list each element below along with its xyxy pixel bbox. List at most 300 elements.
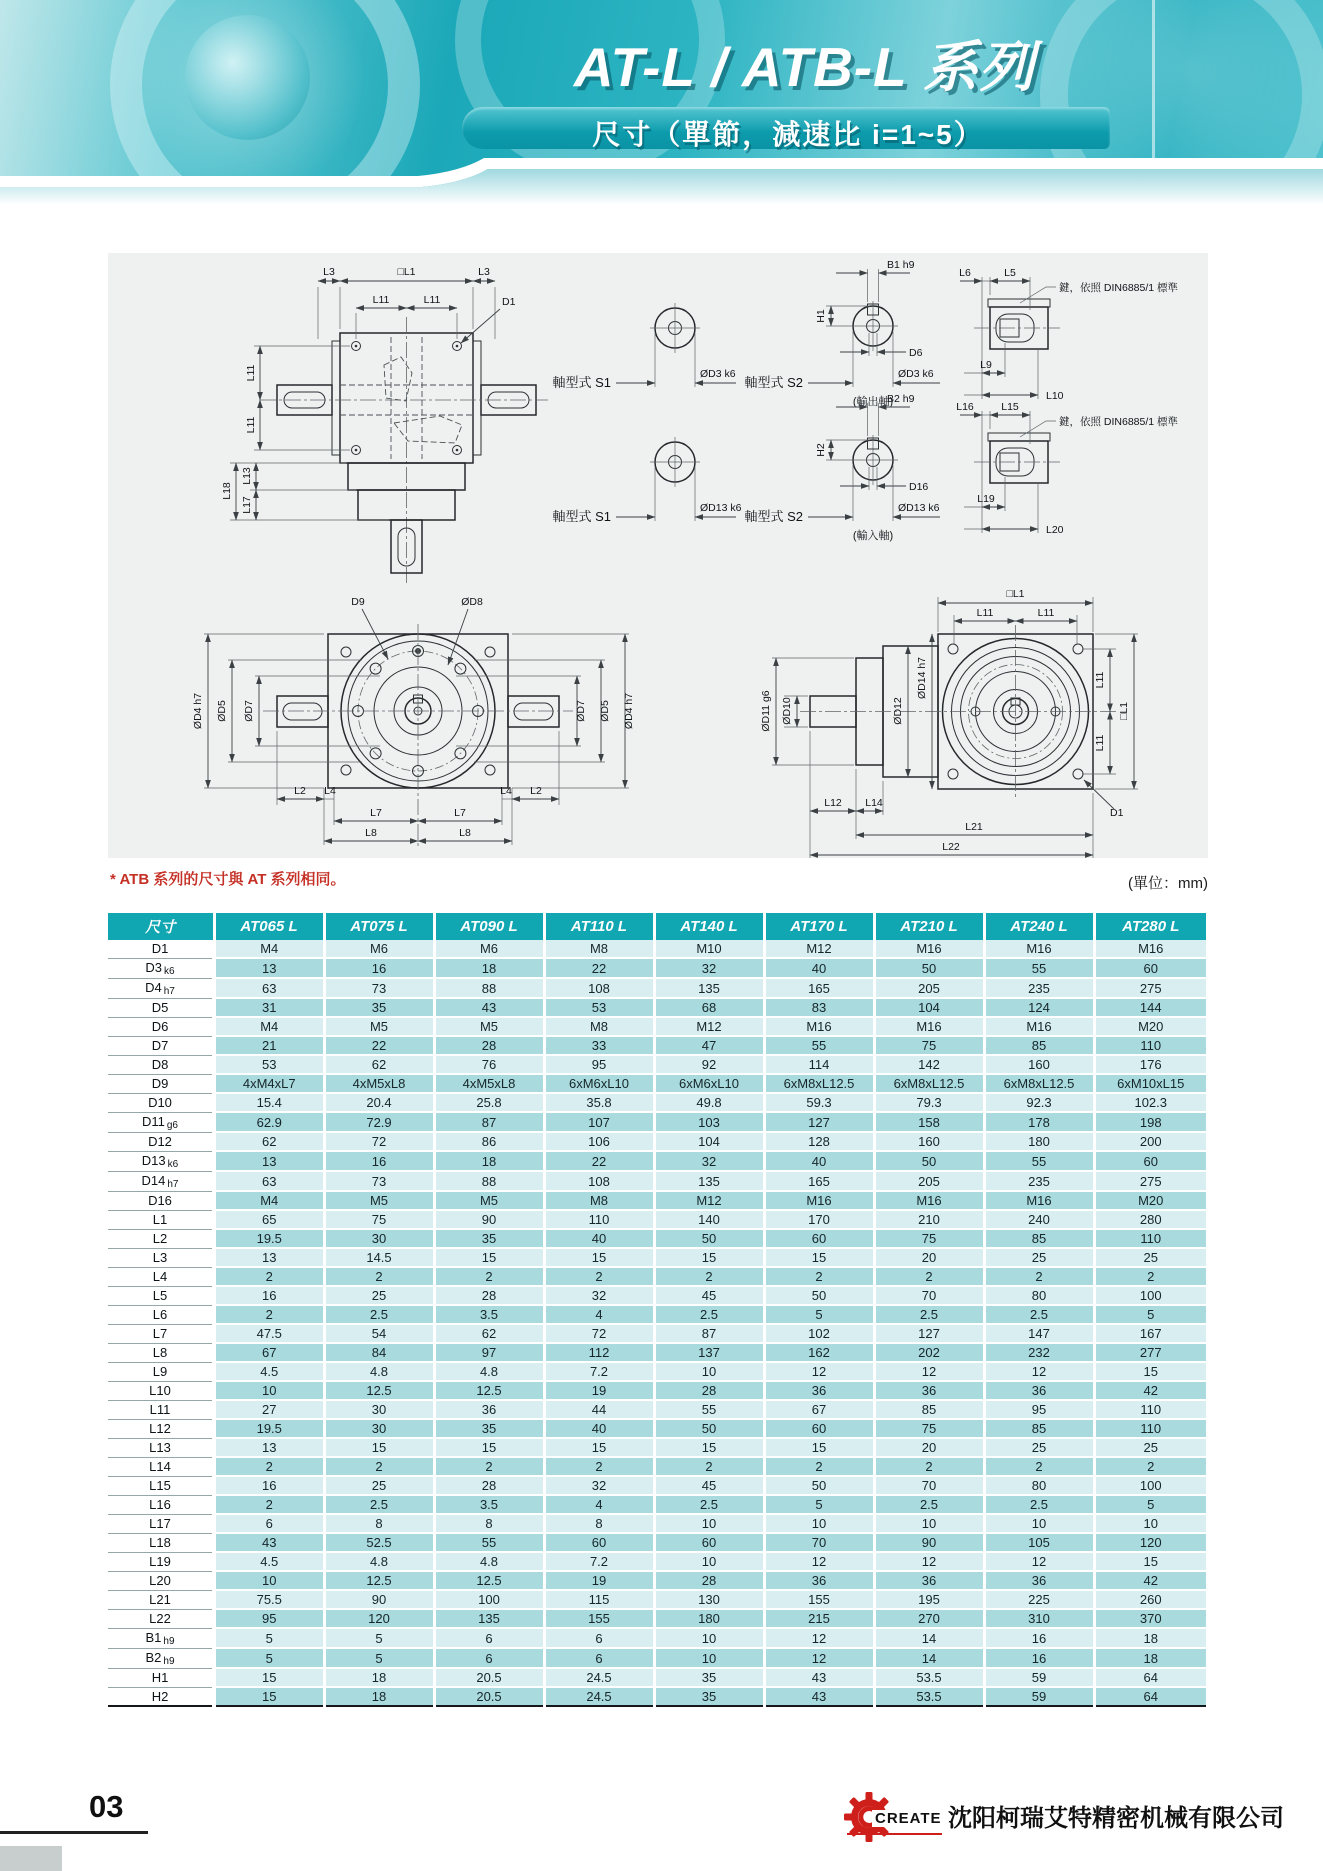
- dimension-value: M6: [324, 940, 434, 958]
- dimension-value: 6xM8xL12.5: [764, 1074, 874, 1093]
- table-row: [108, 1074, 1206, 1093]
- dim-label: L11: [245, 416, 257, 434]
- dim-label: ØD4 h7: [192, 692, 204, 730]
- dimension-value: 30: [324, 1419, 434, 1438]
- dimension-value: 215: [764, 1609, 874, 1628]
- dimension-value: 110: [1094, 1036, 1206, 1055]
- dimension-value: 114: [764, 1055, 874, 1074]
- dimension-value: M16: [984, 1017, 1094, 1036]
- dimension-value: M12: [654, 1191, 764, 1210]
- dimension-value: 162: [764, 1343, 874, 1362]
- dimension-value: 75: [874, 1036, 984, 1055]
- dimension-value: 12: [764, 1628, 874, 1648]
- dimension-value: 260: [1094, 1590, 1206, 1609]
- dimension-value: 21: [214, 1036, 324, 1055]
- dimension-value: 4.8: [434, 1362, 544, 1381]
- dim-label: D1: [1110, 807, 1124, 819]
- table-row: [108, 940, 1206, 958]
- shaft-type-label: 軸型式 S2: [744, 509, 803, 524]
- dimension-value: 195: [874, 1590, 984, 1609]
- logo-create-text: CREATE: [872, 1810, 945, 1827]
- dimension-value: 43: [214, 1533, 324, 1552]
- dimension-value: 85: [984, 1419, 1094, 1438]
- dimension-value: 30: [324, 1229, 434, 1248]
- dimension-value: 275: [1094, 1171, 1206, 1191]
- dimension-value: 10: [654, 1552, 764, 1571]
- dimension-value: 72: [324, 1132, 434, 1151]
- dimension-value: 2: [434, 1267, 544, 1286]
- dimension-value: 106: [544, 1132, 654, 1151]
- table-row: [108, 1609, 1206, 1628]
- dimension-value: M8: [544, 1017, 654, 1036]
- dimension-value: 7.2: [544, 1552, 654, 1571]
- dim-label: L11: [1037, 607, 1055, 619]
- dimension-value: 15: [544, 1438, 654, 1457]
- dimension-value: 50: [654, 1229, 764, 1248]
- dimension-value: 25: [1094, 1438, 1206, 1457]
- dimension-value: 15: [654, 1438, 764, 1457]
- dimension-value: 12: [764, 1648, 874, 1668]
- dim-label: L2: [530, 785, 542, 797]
- dimension-value: 64: [1094, 1687, 1206, 1706]
- dim-label: L11: [1094, 734, 1106, 752]
- dim-label: L11: [372, 294, 390, 306]
- dimension-value: 103: [654, 1112, 764, 1132]
- dimension-value: 127: [874, 1324, 984, 1343]
- dimension-value: 90: [324, 1590, 434, 1609]
- dimension-value: M16: [764, 1017, 874, 1036]
- dimension-value: 18: [324, 1687, 434, 1706]
- dim-label: L6: [959, 267, 971, 279]
- dimension-value: 8: [434, 1514, 544, 1533]
- table-row: [108, 998, 1206, 1017]
- dimension-value: 25: [984, 1438, 1094, 1457]
- dim-label: ØD12: [892, 697, 904, 725]
- key-note: 鍵，依照 DIN6885/1 標準: [1059, 416, 1179, 428]
- dimension-value: 15: [1094, 1552, 1206, 1571]
- dimension-value: 43: [764, 1668, 874, 1687]
- dim-label: ØD7: [243, 700, 255, 722]
- unit-note: (單位：mm): [1128, 875, 1208, 892]
- dimension-value: 2: [544, 1267, 654, 1286]
- dimension-value: 70: [874, 1476, 984, 1495]
- dimension-value: 127: [764, 1112, 874, 1132]
- dimension-value: 105: [984, 1533, 1094, 1552]
- dimension-value: 55: [654, 1400, 764, 1419]
- dimension-value: 3.5: [434, 1305, 544, 1324]
- dimension-value: 3.5: [434, 1495, 544, 1514]
- dimension-value: 47.5: [214, 1324, 324, 1343]
- column-header: AT090 L: [434, 913, 544, 940]
- dimension-value: 5: [764, 1305, 874, 1324]
- dimension-value: 45: [654, 1476, 764, 1495]
- dimension-value: 5: [1094, 1495, 1206, 1514]
- dim-label: ØD8: [461, 596, 483, 608]
- dim-label: L8: [459, 827, 471, 839]
- dimension-value: 59: [984, 1687, 1094, 1706]
- dimension-value: 49.8: [654, 1093, 764, 1112]
- row-label: D10: [108, 1093, 214, 1112]
- dimension-value: 40: [544, 1229, 654, 1248]
- dimension-value: 87: [654, 1324, 764, 1343]
- dimension-value: 6xM8xL12.5: [984, 1074, 1094, 1093]
- dimension-value: 102: [764, 1324, 874, 1343]
- dimension-value: 20.5: [434, 1687, 544, 1706]
- dimension-value: 2: [654, 1267, 764, 1286]
- dim-label: L12: [824, 797, 842, 809]
- dimension-value: 16: [984, 1628, 1094, 1648]
- table-row: [108, 1495, 1206, 1514]
- dimension-value: 28: [434, 1476, 544, 1495]
- dimension-value: 2.5: [984, 1305, 1094, 1324]
- dimension-value: 2.5: [874, 1305, 984, 1324]
- dimension-value: 2.5: [654, 1305, 764, 1324]
- dim-label: L8: [365, 827, 377, 839]
- dimension-value: 35: [434, 1419, 544, 1438]
- dimension-value: 50: [874, 958, 984, 978]
- dim-label: ØD3 k6: [700, 368, 736, 380]
- dimension-value: 2: [874, 1267, 984, 1286]
- dim-label: ØD3 k6: [898, 368, 934, 380]
- table-row: [108, 1590, 1206, 1609]
- dimension-value: 124: [984, 998, 1094, 1017]
- dimension-value: 8: [544, 1514, 654, 1533]
- dimension-value: 370: [1094, 1609, 1206, 1628]
- dimension-value: 280: [1094, 1210, 1206, 1229]
- table-row: [108, 978, 1206, 998]
- row-label: L19: [108, 1552, 214, 1571]
- row-label: D12: [108, 1132, 214, 1151]
- dimension-value: 80: [984, 1286, 1094, 1305]
- dimension-value: 18: [434, 1151, 544, 1171]
- dim-label: L3: [478, 266, 490, 278]
- dimension-value: 165: [764, 978, 874, 998]
- dimension-value: 2: [874, 1457, 984, 1476]
- dimension-value: 36: [764, 1381, 874, 1400]
- row-label: D8: [108, 1055, 214, 1074]
- dimension-value: 5: [1094, 1305, 1206, 1324]
- dimension-value: 15: [1094, 1362, 1206, 1381]
- dimension-value: 165: [764, 1171, 874, 1191]
- dimension-value: 10: [654, 1514, 764, 1533]
- dimension-value: 44: [544, 1400, 654, 1419]
- dimension-value: 12: [874, 1552, 984, 1571]
- row-label: D4 h7: [108, 978, 214, 998]
- dimension-value: 12: [764, 1552, 874, 1571]
- dimension-value: 15.4: [214, 1093, 324, 1112]
- page-header: [0, 0, 1323, 205]
- dimension-value: 235: [984, 978, 1094, 998]
- dimension-value: 137: [654, 1343, 764, 1362]
- row-label: L6: [108, 1305, 214, 1324]
- dimension-value: 60: [764, 1229, 874, 1248]
- dimension-value: 55: [434, 1533, 544, 1552]
- table-row: [108, 1628, 1206, 1648]
- row-label: L22: [108, 1609, 214, 1628]
- table-row: [108, 1687, 1206, 1706]
- dimension-value: 22: [324, 1036, 434, 1055]
- dimension-value: M8: [544, 940, 654, 958]
- table-row: [108, 1132, 1206, 1151]
- shaft-type-label: 軸型式 S2: [744, 375, 803, 390]
- table-row: [108, 1286, 1206, 1305]
- dimension-value: 75: [324, 1210, 434, 1229]
- dimension-value: 50: [764, 1286, 874, 1305]
- dimension-value: 22: [544, 1151, 654, 1171]
- dimension-value: 158: [874, 1112, 984, 1132]
- dimension-value: M6: [434, 940, 544, 958]
- dim-label: L9: [980, 359, 992, 371]
- dim-label: L11: [423, 294, 441, 306]
- dimension-value: 63: [214, 1171, 324, 1191]
- table-row: [108, 1191, 1206, 1210]
- dimension-value: M5: [434, 1191, 544, 1210]
- table-row: [108, 1324, 1206, 1343]
- page-title: AT-L / ATB-L 系列: [573, 36, 1035, 98]
- row-label: D14 h7: [108, 1171, 214, 1191]
- dim-label: L19: [977, 493, 995, 505]
- dimension-value: 50: [654, 1419, 764, 1438]
- dimension-value: 155: [544, 1609, 654, 1628]
- dimension-value: M16: [984, 940, 1094, 958]
- dimension-value: 59.3: [764, 1093, 874, 1112]
- dimension-value: 110: [1094, 1419, 1206, 1438]
- dimension-value: 2.5: [324, 1495, 434, 1514]
- dimension-value: 16: [984, 1648, 1094, 1668]
- page-subtitle: 尺寸（單節，減速比 i=1~5）: [592, 119, 984, 150]
- dimension-value: 144: [1094, 998, 1206, 1017]
- dimension-value: 310: [984, 1609, 1094, 1628]
- row-label: B1 h9: [108, 1628, 214, 1648]
- row-label: L18: [108, 1533, 214, 1552]
- dimension-value: 75: [874, 1229, 984, 1248]
- dimension-value: 24.5: [544, 1668, 654, 1687]
- dimension-value: 205: [874, 1171, 984, 1191]
- dimension-value: 2: [764, 1267, 874, 1286]
- dim-label: L5: [1004, 267, 1016, 279]
- drawing-shaft-type-s2-output: [744, 259, 940, 408]
- dimension-value: 20: [874, 1438, 984, 1457]
- dimension-value: 36: [874, 1381, 984, 1400]
- corner-box: [0, 1846, 62, 1871]
- dim-label: L11: [1094, 671, 1106, 689]
- dimension-value: 95: [984, 1400, 1094, 1419]
- dimension-value: 32: [654, 958, 764, 978]
- dimension-value: 2.5: [654, 1495, 764, 1514]
- dimension-value: 64: [1094, 1668, 1206, 1687]
- dimension-value: 14.5: [324, 1248, 434, 1267]
- dimension-value: 2: [324, 1267, 434, 1286]
- table-row: [108, 1552, 1206, 1571]
- dimension-value: M4: [214, 940, 324, 958]
- dimension-value: 16: [324, 1151, 434, 1171]
- dimension-value: 5: [214, 1648, 324, 1668]
- dimension-value: 36: [984, 1381, 1094, 1400]
- dimension-value: 40: [764, 1151, 874, 1171]
- column-header: AT075 L: [324, 913, 434, 940]
- dimension-value: 28: [654, 1571, 764, 1590]
- dimension-value: 2: [324, 1457, 434, 1476]
- dimension-value: M8: [544, 1191, 654, 1210]
- dim-label: ØD5: [216, 700, 228, 722]
- dimension-value: 32: [544, 1476, 654, 1495]
- row-label: D5: [108, 998, 214, 1017]
- dimension-value: 4xM4xL7: [214, 1074, 324, 1093]
- dimension-value: 60: [544, 1533, 654, 1552]
- dimension-value: 13: [214, 1248, 324, 1267]
- dim-label: D16: [909, 481, 929, 493]
- row-label: B2 h9: [108, 1648, 214, 1668]
- drawing-shaft-type-s1-output: [552, 303, 736, 390]
- dimension-value: 30: [324, 1400, 434, 1419]
- dimension-value: 210: [874, 1210, 984, 1229]
- shaft-type-label: 軸型式 S1: [552, 509, 611, 524]
- dimension-value: 62: [434, 1324, 544, 1343]
- dimension-value: 92.3: [984, 1093, 1094, 1112]
- dim-label: ØD10: [781, 697, 793, 725]
- dimension-value: 225: [984, 1590, 1094, 1609]
- row-label: H1: [108, 1668, 214, 1687]
- dimension-value: 180: [984, 1132, 1094, 1151]
- row-label: L7: [108, 1324, 214, 1343]
- dimension-value: 50: [874, 1151, 984, 1171]
- table-row: [108, 1305, 1206, 1324]
- dimension-value: 53: [214, 1055, 324, 1074]
- dimension-value: 72: [544, 1324, 654, 1343]
- row-label: L13: [108, 1438, 214, 1457]
- dimension-value: 12: [874, 1362, 984, 1381]
- dimension-value: 18: [324, 1668, 434, 1687]
- dimension-value: 160: [874, 1132, 984, 1151]
- row-label: D7: [108, 1036, 214, 1055]
- row-label: L15: [108, 1476, 214, 1495]
- dimension-value: 63: [214, 978, 324, 998]
- table-row: [108, 1093, 1206, 1112]
- dimension-value: 16: [214, 1286, 324, 1305]
- dimension-value: 147: [984, 1324, 1094, 1343]
- dimension-value: 2.5: [324, 1305, 434, 1324]
- dimension-value: 15: [544, 1248, 654, 1267]
- dimension-value: M16: [874, 1017, 984, 1036]
- dim-label: L10: [1046, 390, 1064, 402]
- dimension-value: 6: [544, 1628, 654, 1648]
- dimension-value: 33: [544, 1036, 654, 1055]
- drawing-output-flange-view: [760, 588, 1138, 858]
- dimension-value: 115: [544, 1590, 654, 1609]
- dimension-value: 2: [434, 1457, 544, 1476]
- dimension-value: 35: [654, 1687, 764, 1706]
- table-row: [108, 1055, 1206, 1074]
- dimension-value: 2: [764, 1457, 874, 1476]
- dimension-value: 53.5: [874, 1687, 984, 1706]
- row-label: L1: [108, 1210, 214, 1229]
- dimension-value: 12: [764, 1362, 874, 1381]
- dim-label: B2 h9: [887, 393, 915, 405]
- dimension-value: 202: [874, 1343, 984, 1362]
- dimension-value: M5: [324, 1017, 434, 1036]
- dimension-value: 2: [654, 1457, 764, 1476]
- row-label: L5: [108, 1286, 214, 1305]
- dimension-value: 80: [984, 1476, 1094, 1495]
- dimension-value: 22: [544, 958, 654, 978]
- dimension-value: 54: [324, 1324, 434, 1343]
- dimension-value: 6xM8xL12.5: [874, 1074, 984, 1093]
- table-row: [108, 1476, 1206, 1495]
- dim-label: L11: [245, 364, 257, 382]
- dimension-value: 6: [214, 1514, 324, 1533]
- dimension-value: 65: [214, 1210, 324, 1229]
- dim-label: ØD11 g6: [760, 690, 772, 732]
- dimension-value: 140: [654, 1210, 764, 1229]
- dim-label: ØD14 h7: [916, 656, 928, 700]
- page-number: 03: [89, 1789, 124, 1824]
- row-label: D16: [108, 1191, 214, 1210]
- dimension-value: 12.5: [324, 1381, 434, 1400]
- dim-label: ØD13 k6: [700, 502, 742, 514]
- dim-label: ØD4 h7: [623, 692, 635, 730]
- dimension-value: 110: [544, 1210, 654, 1229]
- dimension-value: 142: [874, 1055, 984, 1074]
- column-header: AT110 L: [544, 913, 654, 940]
- column-header: AT170 L: [764, 913, 874, 940]
- table-row: [108, 1343, 1206, 1362]
- dim-label: B1 h9: [887, 259, 915, 271]
- dimension-value: 14: [874, 1648, 984, 1668]
- dim-label: ØD13 k6: [898, 502, 940, 514]
- dim-label: L4: [500, 785, 512, 797]
- dimension-value: 4: [544, 1305, 654, 1324]
- dimension-value: 12: [984, 1362, 1094, 1381]
- dimension-value: 67: [214, 1343, 324, 1362]
- table-row: [108, 1171, 1206, 1191]
- dimension-value: 5: [214, 1628, 324, 1648]
- row-label: L2: [108, 1229, 214, 1248]
- dim-label: D6: [909, 347, 923, 359]
- dimension-value: 5: [764, 1495, 874, 1514]
- dimension-value: 6: [434, 1648, 544, 1668]
- dimension-value: 102.3: [1094, 1093, 1206, 1112]
- drawing-key-detail-output: [959, 267, 1178, 402]
- dim-label: L13: [241, 467, 253, 485]
- dimension-value: 70: [874, 1286, 984, 1305]
- dimension-value: M16: [1094, 940, 1206, 958]
- dimension-value: 15: [324, 1438, 434, 1457]
- row-label: L12: [108, 1419, 214, 1438]
- table-row: [108, 1457, 1206, 1476]
- row-label: D3 k6: [108, 958, 214, 978]
- dimension-value: 19: [544, 1571, 654, 1590]
- dimension-value: 19.5: [214, 1419, 324, 1438]
- dimension-value: 13: [214, 1438, 324, 1457]
- dimension-value: 10: [654, 1628, 764, 1648]
- table-row: [108, 1571, 1206, 1590]
- dimension-value: 2: [984, 1457, 1094, 1476]
- dim-label: L7: [454, 807, 466, 819]
- caption: (輸入軸): [852, 530, 894, 542]
- dimension-value: 110: [1094, 1400, 1206, 1419]
- dimension-value: 2: [214, 1305, 324, 1324]
- row-label: L10: [108, 1381, 214, 1400]
- dimension-value: 2.5: [984, 1495, 1094, 1514]
- dimension-value: M16: [764, 1191, 874, 1210]
- dimension-value: 10: [654, 1648, 764, 1668]
- dimension-value: 12.5: [434, 1381, 544, 1400]
- dim-label: H2: [815, 443, 827, 457]
- table-row: [108, 958, 1206, 978]
- dimension-value: 36: [764, 1571, 874, 1590]
- dimension-value: 72.9: [324, 1112, 434, 1132]
- dim-label: L11: [976, 607, 994, 619]
